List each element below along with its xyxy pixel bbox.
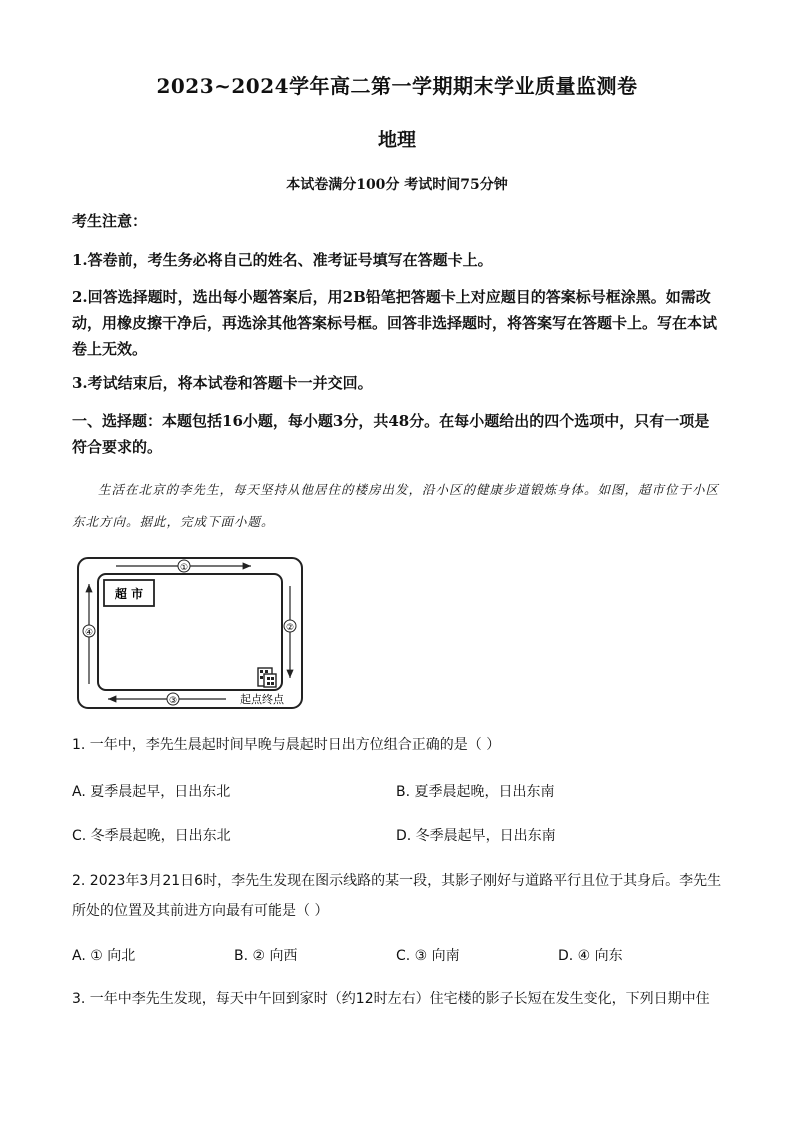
exam-title: 2023~2024学年高二第一学期期末学业质量监测卷 [156,74,638,98]
material-text: 生活在北京的李先生，每天坚持从他居住的楼房出发，沿小区的健康步道锻炼身体。如图，超市位于小区东北方向。据此，完成下面小题。 [72,482,720,529]
question-2-option-d: D. ④ 向东 [558,948,623,964]
notice-item-2: 2.回答选择题时，选出每小题答案后，用2B铅笔把答题卡上对应题目的答案标号框涂黑。如需改动，用橡皮擦干净后，再选涂其他答案标号框。回答非选择题时，将答案写在答题卡上。写在本试卷上无效。 [72,288,718,358]
notice-item-3: 3.考试结束后，将本试卷和答题卡一并交回。 [72,374,373,392]
question-2-option-b: B. ② 向西 [234,948,298,964]
section-heading: 一、选择题：本题包括16小题，每小题3分，共48分。在每小题给出的四个选项中，只有一项是符合要求的。 [72,412,710,456]
label-3: ③ [168,696,178,706]
start-end-label: 起点终点 [240,693,284,706]
question-3-stem: 3. 一年中李先生发现，每天中午回到家时（约12时左右）住宅楼的影子长短在发生变化，下列日期中住 [72,991,710,1007]
supermarket-label: 超 市 [114,587,144,601]
notice-item-1: 1.答卷前，考生务必将自己的姓名、准考证号填写在答题卡上。 [72,251,493,269]
subject-title: 地理 [377,129,416,151]
question-1-option-c: C. 冬季晨起晚，日出东北 [72,828,231,844]
question-2-stem: 2. 2023年3月21日6时，李先生发现在图示线路的某一段，其影子刚好与道路平行且位于其身后。李先生所处的位置及其前进方向最有可能是（ ） [72,873,722,919]
question-1-option-b: B. 夏季晨起晚，日出东南 [396,784,555,800]
building-icon [258,668,276,687]
question-1-stem: 1. 一年中，李先生晨起时间早晚与晨起时日出方位组合正确的是（ ） [72,737,501,753]
label-1: ① [179,563,189,573]
label-2: ② [285,623,295,633]
exam-info: 本试卷满分100分 考试时间75分钟 [286,177,508,193]
question-1-option-a: A. 夏季晨起早，日出东北 [72,784,231,800]
question-2-option-c: C. ③ 向南 [396,948,460,964]
notice-heading: 考生注意： [72,212,148,230]
walking-route-diagram [76,556,304,710]
label-4: ④ [84,628,94,638]
question-2-option-a: A. ① 向北 [72,948,136,964]
question-1-option-d: D. 冬季晨起早，日出东南 [396,828,556,844]
